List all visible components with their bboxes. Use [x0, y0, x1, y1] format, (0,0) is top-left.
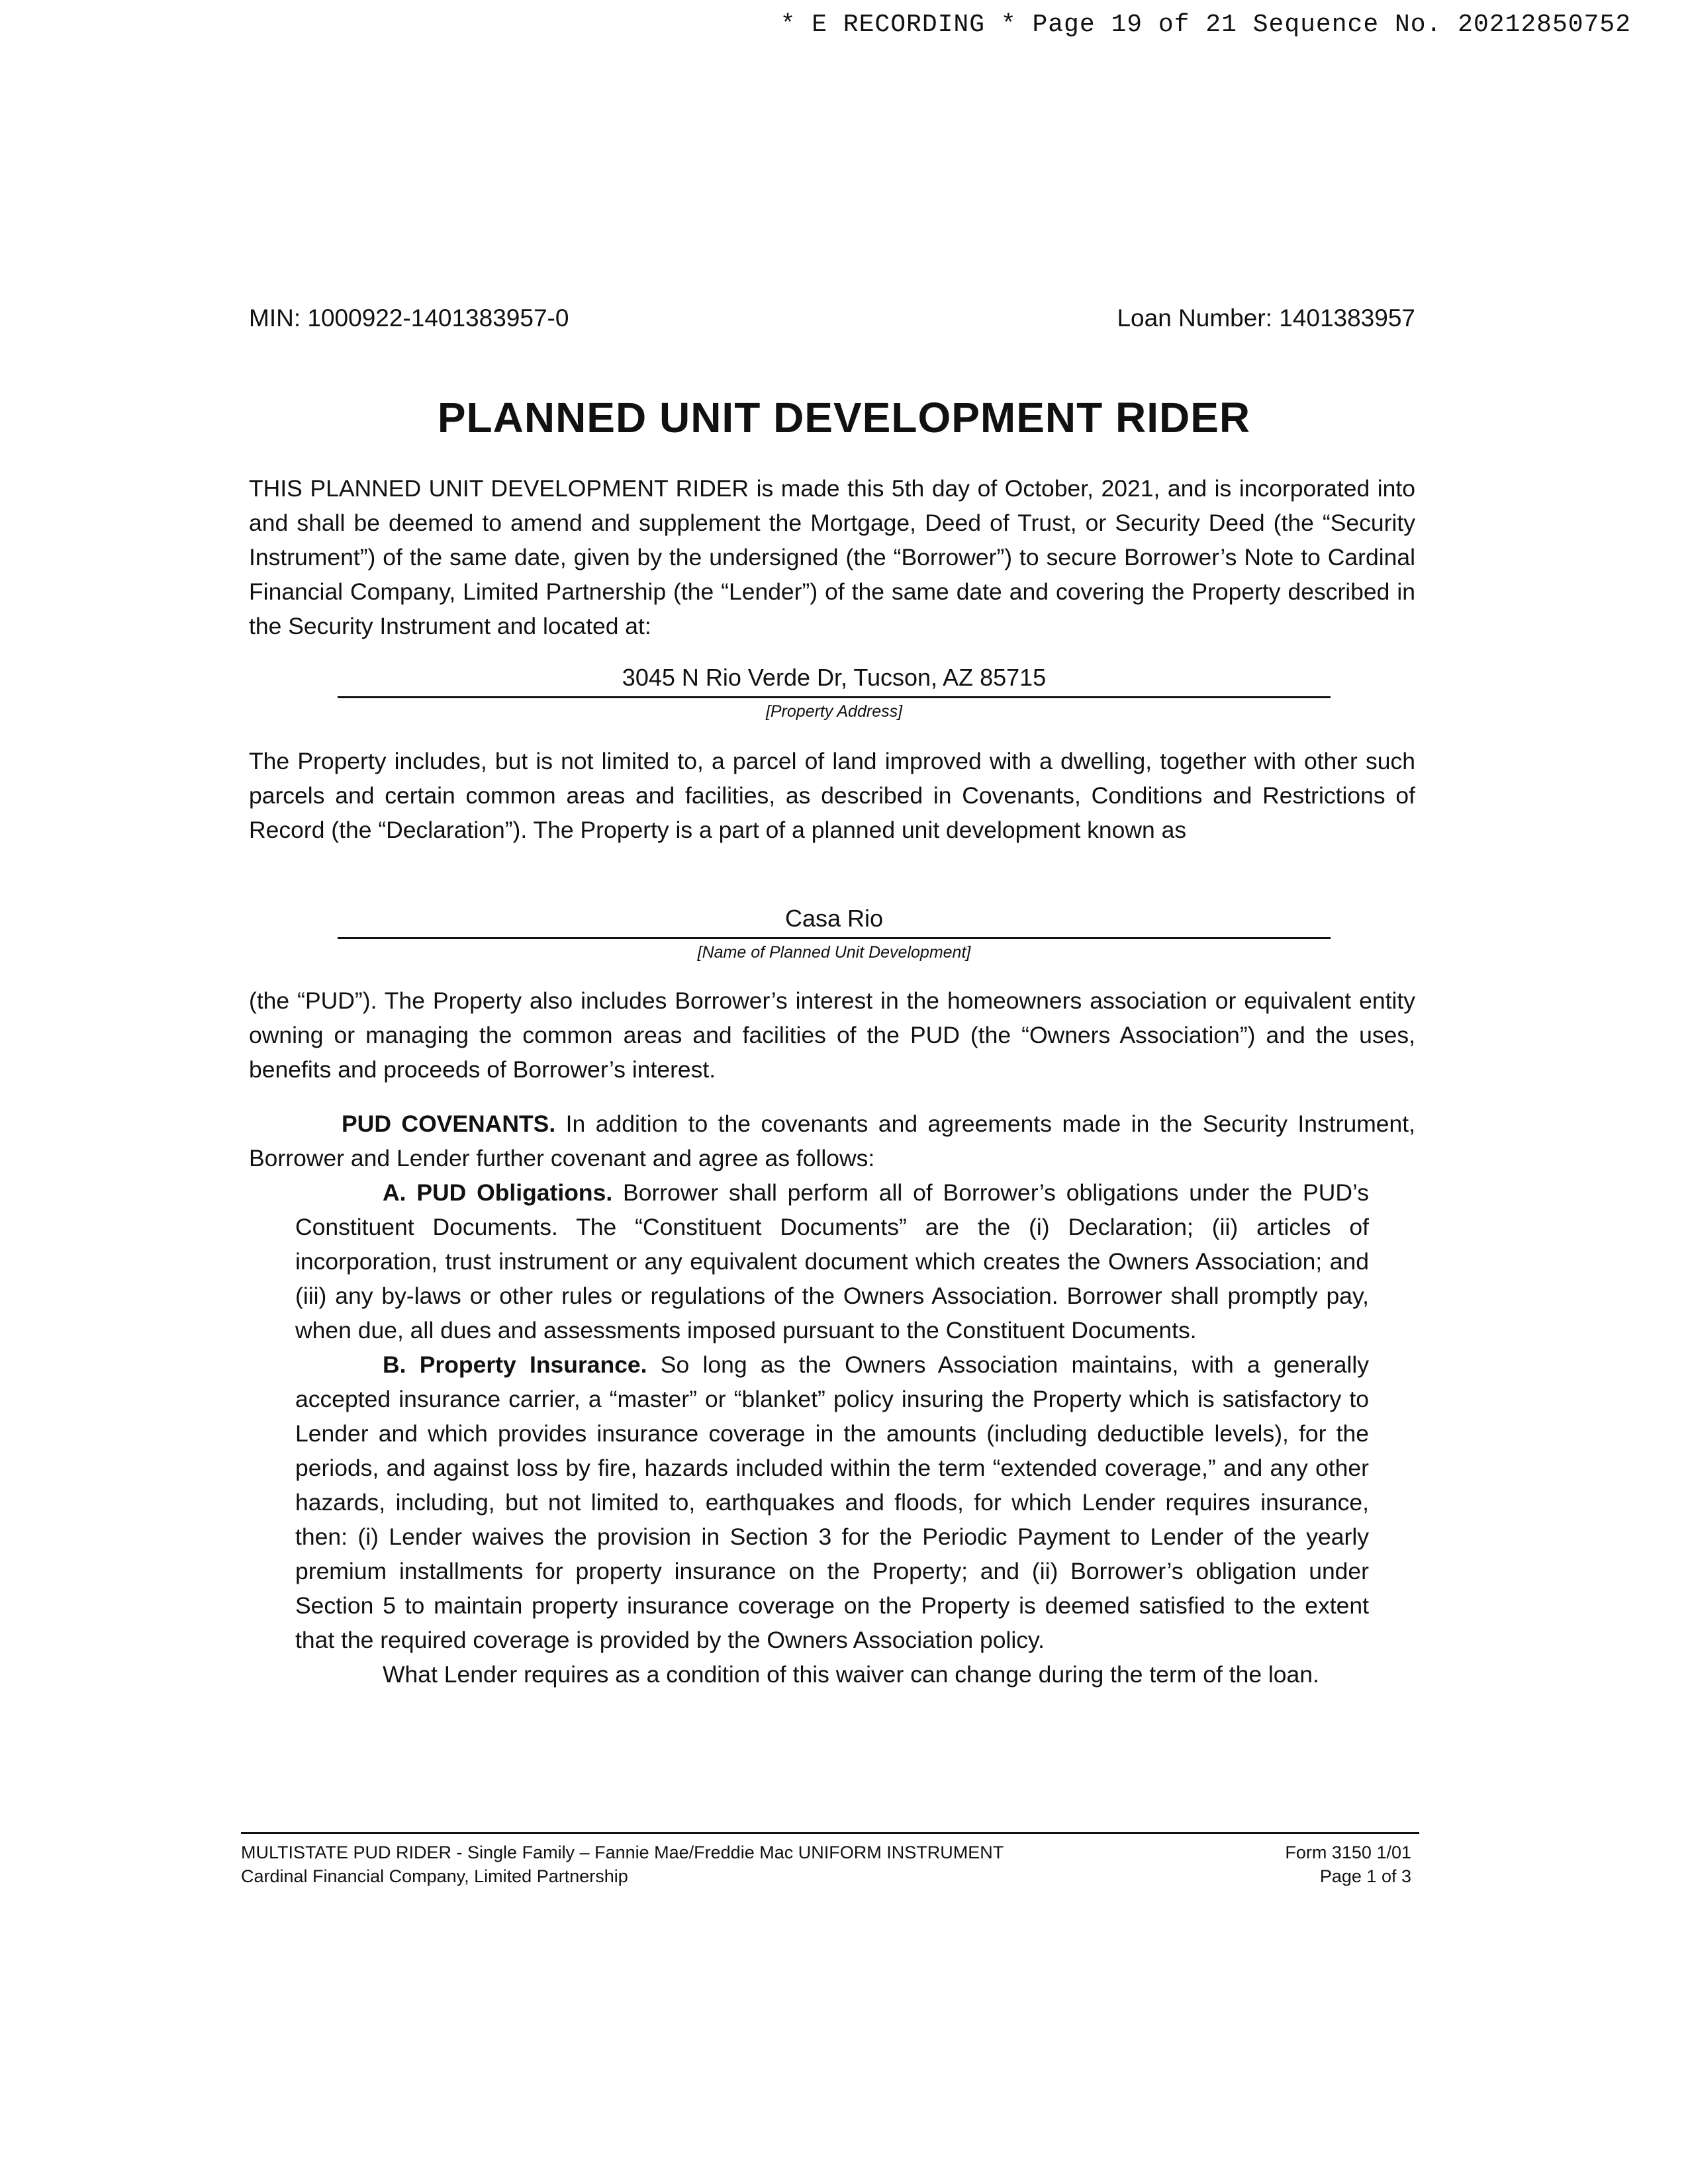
- footer-form-number: Form 3150 1/01: [1285, 1843, 1411, 1862]
- pud-name-field: [338, 903, 1331, 962]
- intro-paragraph: THIS PLANNED UNIT DEVELOPMENT RIDER is made this 5th day of October, 2021, and is incorporated into and shall be deemed to amend and supplement the Mortgage, Deed of Trust, or Security Deed (the “Security Instrument”) of the same date, given by the undersigned (the “Borrower”) to secure Borrower’s Note to Cardinal Financial Company, Limited Partnership (the “Lender”) of the same date and covering the Property described in the Security Instrument and located at:: [249, 475, 1415, 639]
- covenants-intro: [249, 1107, 1415, 1175]
- form-footer: [241, 1832, 1419, 1888]
- section-b-text: So long as the Owners Association maintains, with a generally accepted insurance carrier, a “master” or “blanket” policy insuring the Property which is satisfactory to Lender and which provides insurance coverage in the amounts (including deductible levels), for the periods, and against loss by fire, hazards included within the term “extended coverage,” and any other hazards, including, but not limited to, earthquakes and floods, for which Lender requires insurance, then: (i) Lender waives the provision in Section 3 for the Periodic Payment to Lender of the yearly premium installments for property insurance on the Property; and (ii) Borrower’s obligation under Section 5 to maintain property insurance coverage on the Property is deemed satisfied to the extent that the required coverage is provided by the Owners Association policy.: [295, 1351, 1369, 1653]
- section-b: [295, 1347, 1369, 1692]
- min-number: MIN: 1000922-1401383957-0: [249, 304, 569, 332]
- covenants-text: In addition to the covenants and agreements made in the Security Instrument, Borrower and Lender further covenant and agree as follows:: [249, 1111, 1416, 1171]
- recording-header: * E RECORDING * Page 19 of 21 Sequence No. 20212850752: [780, 11, 1631, 39]
- section-b-heading: B. Property Insurance.: [383, 1351, 647, 1378]
- footer-row-2: [241, 1864, 1419, 1888]
- property-address-caption: [Property Address]: [765, 702, 903, 721]
- pud-name-caption: [Name of Planned Unit Development]: [697, 943, 971, 962]
- loan-number: Loan Number: 1401383957: [1117, 304, 1415, 332]
- pud-name-underline: [338, 937, 1331, 939]
- document-title: PLANNED UNIT DEVELOPMENT RIDER: [437, 394, 1251, 441]
- property-paragraph: The Property includes, but is not limited to, a parcel of land improved with a dwelling, together with other such parcels and certain common areas and facilities, as described in Covenants, Conditions and Restrictions of Record (the “Declaration”). The Property is a part of a planned unit development known as: [249, 748, 1415, 843]
- waiver-note: What Lender requires as a condition of this waiver can change during the term of the loan.: [383, 1661, 1319, 1688]
- address-underline: [338, 696, 1331, 698]
- footer-row-1: [241, 1841, 1419, 1864]
- section-a-text: Borrower shall perform all of Borrower’s obligations under the PUD’s Constituent Documents. The “Constituent Documents” are the (i) Declaration; (ii) articles of incorporation, trust instrument or any equivalent document which creates the Owners Association; and (iii) any by-laws or other rules or regulations of the Owners Association. Borrower shall promptly pay, when due, all dues and assessments imposed pursuant to the Constituent Documents.: [295, 1179, 1369, 1343]
- section-a: [295, 1175, 1369, 1347]
- section-a-paragraph: [295, 1175, 1369, 1347]
- covenants-section: [249, 1107, 1415, 1692]
- pud-name: Casa Rio: [784, 905, 884, 932]
- pud-paragraph: (the “PUD”). The Property also includes Borrower’s interest in the homeowners association or equivalent entity owning or managing the common areas and facilities of the PUD (the “Owners Association”) and the uses, benefits and proceeds of Borrower’s interest.: [249, 987, 1415, 1083]
- footer-form-title: MULTISTATE PUD RIDER - Single Family – Fannie Mae/Freddie Mac UNIFORM INSTRUMENT: [241, 1843, 1004, 1862]
- footer-lender: Cardinal Financial Company, Limited Partnership: [241, 1866, 628, 1886]
- footer-page-number: Page 1 of 3: [1319, 1866, 1411, 1886]
- section-a-heading: A. PUD Obligations.: [383, 1179, 613, 1206]
- property-address-field: [338, 662, 1331, 721]
- section-b-paragraph: [295, 1347, 1369, 1657]
- covenants-heading: PUD COVENANTS.: [342, 1111, 556, 1137]
- property-address: 3045 N Rio Verde Dr, Tucson, AZ 85715: [622, 664, 1047, 691]
